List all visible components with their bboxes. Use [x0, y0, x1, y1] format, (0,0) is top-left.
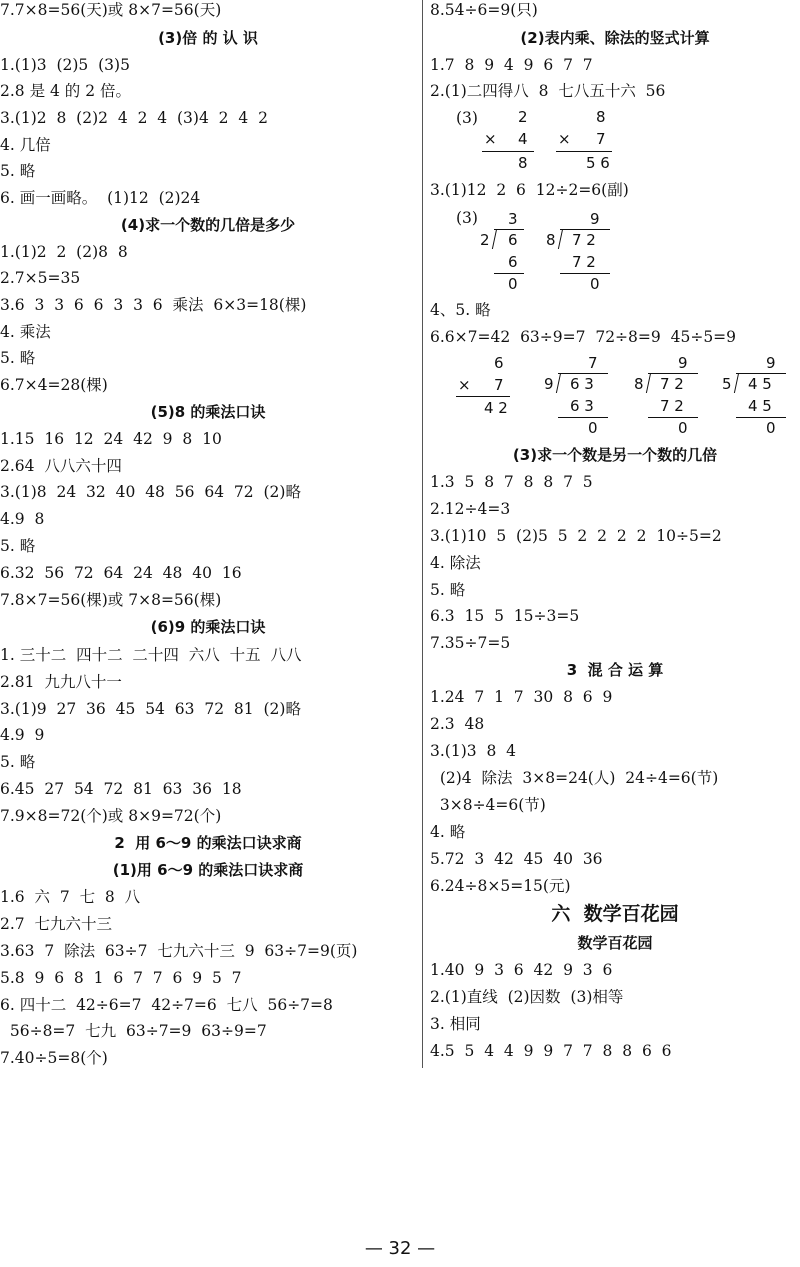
rule-line [494, 273, 524, 274]
answer-line: 3.63 7 除法 63÷7 七九六十三 9 63÷7=9(页) [0, 942, 358, 960]
result: 4 2 [484, 399, 508, 417]
answer-line: 1.15 16 12 24 42 9 8 10 [0, 430, 222, 448]
answer-line: 5. 略 [0, 162, 36, 180]
dividend: 6 3 [570, 375, 594, 393]
operand: 8 [596, 108, 606, 126]
answer-line: 6.32 56 72 64 24 48 40 16 [0, 564, 242, 582]
rule-line [558, 417, 608, 418]
product: 7 2 [572, 253, 596, 271]
answer-line: 2.81 九九八十一 [0, 673, 122, 691]
answer-line: 5. 略 [0, 349, 36, 367]
dividend: 6 [508, 231, 518, 249]
answer-line: 4. 乘法 [0, 323, 51, 341]
division-bracket [558, 373, 608, 374]
answer-line: 7.9×8=72(个)或 8×9=72(个) [0, 807, 222, 825]
divisor: 9 [544, 375, 554, 393]
long-division [546, 210, 616, 294]
divisor: 5 [722, 375, 732, 393]
answer-line: 2.7×5=35 [0, 269, 81, 287]
answer-line: 1.6 六 7 七 8 八 [0, 888, 141, 906]
vertical-multiplication [556, 108, 626, 174]
answer-line: 7.8×7=56(棵)或 7×8=56(棵) [0, 591, 222, 609]
result: 5 6 [586, 154, 610, 172]
division-bracket [648, 373, 698, 374]
answer-line: 2.64 八八六十四 [0, 457, 122, 475]
section-heading: 数学百花园 [577, 934, 653, 952]
answer-line: 5. 略 [430, 581, 466, 599]
answer-line: (3) [456, 209, 478, 227]
product: 7 2 [660, 397, 684, 415]
answer-line: 3. 相同 [430, 1015, 481, 1033]
answer-line: 3.(1)3 8 4 [430, 742, 517, 760]
answer-line: 7.35÷7=5 [430, 634, 511, 652]
rule-line [456, 396, 510, 397]
quotient: 7 [588, 354, 598, 372]
answer-line: 1.40 9 3 6 42 9 3 6 [430, 961, 613, 979]
dividend: 4 5 [748, 375, 772, 393]
answer-line: 3.(1)2 8 (2)2 4 2 4 (3)4 2 4 2 [0, 109, 268, 127]
section-heading: (5)8 的乘法口诀 [150, 403, 266, 421]
dividend: 7 2 [572, 231, 596, 249]
answer-line: 7.7×8=56(天)或 8×7=56(天) [0, 1, 222, 19]
answer-line: 3.(1)10 5 (2)5 5 2 2 2 2 10÷5=2 [430, 527, 722, 545]
product: 4 5 [748, 397, 772, 415]
answer-line: 4.9 8 [0, 510, 45, 528]
answer-line: 5. 略 [0, 753, 36, 771]
page-number: — 32 — [364, 1238, 436, 1259]
answer-line: 4.5 5 4 4 9 9 7 7 8 8 6 6 [430, 1042, 672, 1060]
division-bracket [734, 373, 739, 393]
answer-line: (2)4 除法 3×8=24(人) 24÷4=6(节) [430, 769, 719, 787]
section-heading: (3)求一个数是另一个数的几倍 [512, 446, 718, 464]
answer-line: 3.(1)12 2 6 12÷2=6(副) [430, 181, 629, 199]
vertical-multiplication [456, 354, 512, 420]
answer-line: 4、5. 略 [430, 301, 491, 319]
rule-line [556, 151, 612, 152]
rule-line [736, 417, 786, 418]
answer-line: 6.7×4=28(棵) [0, 376, 108, 394]
operand: 4 [518, 130, 528, 148]
product: 6 3 [570, 397, 594, 415]
remainder: 0 [766, 419, 776, 437]
answer-line: 6.45 27 54 72 81 63 36 18 [0, 780, 242, 798]
quotient: 3 [508, 210, 518, 228]
answer-line: 3×8÷4=6(节) [430, 796, 546, 814]
answer-line: 2.(1)直线 (2)因数 (3)相等 [430, 988, 624, 1006]
answer-line: 1.(1)2 2 (2)8 8 [0, 243, 128, 261]
rule-line [482, 151, 534, 152]
answer-line: 6. 画一画略。 (1)12 (2)24 [0, 189, 201, 207]
answer-line: 1.(1)3 (2)5 (3)5 [0, 56, 130, 74]
rule-line [560, 273, 610, 274]
division-bracket [736, 373, 786, 374]
answer-line: 2.3 48 [430, 715, 485, 733]
division-bracket [558, 229, 563, 249]
rule-line [648, 417, 698, 418]
answer-line: 6.24÷8×5=15(元) [430, 877, 571, 895]
section-heading: (2)表内乘、除法的竖式计算 [520, 29, 710, 47]
answer-line: 5.72 3 42 45 40 36 [430, 850, 603, 868]
section-heading: (4)求一个数的几倍是多少 [120, 216, 296, 234]
division-bracket [560, 229, 610, 230]
long-division [722, 354, 792, 438]
answer-line: 5. 略 [0, 537, 36, 555]
operand: 7 [494, 376, 504, 394]
answer-line: 3.(1)9 27 36 45 54 63 72 81 (2)略 [0, 700, 301, 718]
section-heading: (6)9 的乘法口诀 [150, 618, 266, 636]
dividend: 7 2 [660, 375, 684, 393]
division-bracket [556, 373, 561, 393]
answer-line: 2.8 是 4 的 2 倍。 [0, 82, 132, 100]
operand: 7 [596, 130, 606, 148]
quotient: 9 [590, 210, 600, 228]
chapter-heading: 2 用 6～9 的乘法口诀求商 [114, 834, 302, 852]
division-bracket [646, 373, 651, 393]
answer-line: 1.7 8 9 4 9 6 7 7 [430, 56, 593, 74]
divisor: 8 [546, 231, 556, 249]
answer-line: 1.3 5 8 7 8 8 7 5 [430, 473, 593, 491]
answer-line: 8.54÷6=9(只) [430, 1, 538, 19]
remainder: 0 [508, 275, 518, 293]
column-divider [422, 0, 423, 1068]
answer-line: 1. 三十二 四十二 二十四 六八 十五 八八 [0, 646, 302, 664]
answer-line: 4. 略 [430, 823, 466, 841]
answer-line: 6. 四十二 42÷6=7 42÷7=6 七八 56÷7=8 [0, 996, 333, 1014]
answer-line: 4. 几倍 [0, 136, 51, 154]
division-bracket [492, 229, 497, 249]
long-division [480, 210, 530, 294]
quotient: 9 [678, 354, 688, 372]
product: 6 [508, 253, 518, 271]
operand: 2 [518, 108, 528, 126]
divisor: 8 [634, 375, 644, 393]
times-sign: × [458, 376, 471, 394]
quotient: 9 [766, 354, 776, 372]
remainder: 0 [678, 419, 688, 437]
result: 8 [518, 154, 528, 172]
answer-line: 56÷8=7 七九 63÷7=9 63÷9=7 [0, 1022, 267, 1040]
chapter-heading: 3 混 合 运 算 [566, 661, 664, 679]
division-bracket [494, 229, 524, 230]
section-heading: (3)倍 的 认 识 [158, 29, 258, 47]
answer-line: (3) [456, 109, 478, 127]
answer-line: 4. 除法 [430, 554, 481, 572]
answer-line: 5.8 9 6 8 1 6 7 7 6 9 5 7 [0, 969, 242, 987]
unit-heading: 六 数学百花园 [551, 903, 679, 925]
vertical-multiplication [482, 108, 542, 174]
answer-line: 2.7 七九六十三 [0, 915, 113, 933]
divisor: 2 [480, 231, 490, 249]
answer-line: 6.6×7=42 63÷9=7 72÷8=9 45÷5=9 [430, 328, 737, 346]
long-division [634, 354, 704, 438]
section-heading: (1)用 6～9 的乘法口诀求商 [112, 861, 304, 879]
answer-line: 3.(1)8 24 32 40 48 56 64 72 (2)略 [0, 483, 301, 501]
times-sign: × [484, 130, 497, 148]
answer-line: 7.40÷5=8(个) [0, 1049, 108, 1067]
answer-line: 6.3 15 5 15÷3=5 [430, 607, 580, 625]
answer-line: 4.9 9 [0, 726, 45, 744]
answer-line: 3.6 3 3 6 6 3 3 6 乘法 6×3=18(棵) [0, 296, 307, 314]
times-sign: × [558, 130, 571, 148]
answer-line: 2.(1)二四得八 8 七八五十六 56 [430, 82, 666, 100]
operand: 6 [494, 354, 504, 372]
remainder: 0 [590, 275, 600, 293]
remainder: 0 [588, 419, 598, 437]
answer-line: 1.24 7 1 7 30 8 6 9 [430, 688, 613, 706]
answer-line: 2.12÷4=3 [430, 500, 511, 518]
long-division [544, 354, 614, 438]
